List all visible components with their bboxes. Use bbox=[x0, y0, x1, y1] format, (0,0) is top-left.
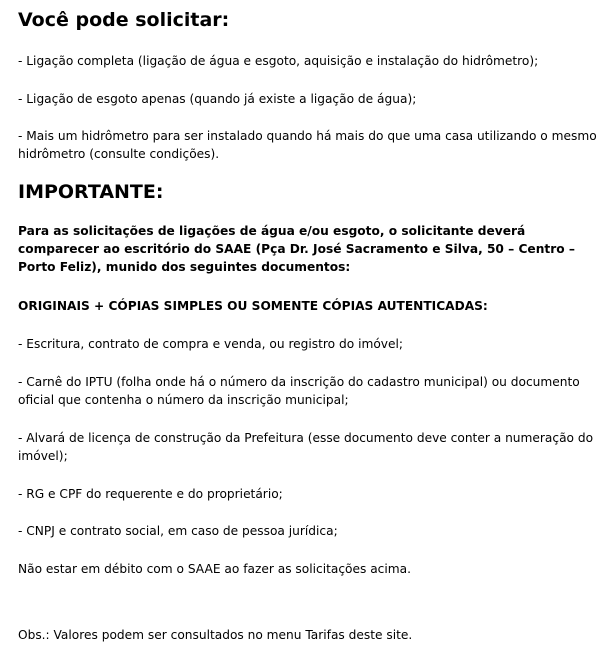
obs-note bbox=[18, 626, 598, 644]
obs-label: Obs.: bbox=[18, 628, 50, 642]
documents-subheading: ORIGINAIS + CÓPIAS SIMPLES OU SOMENTE CÓPIAS AUTENTICADAS: bbox=[18, 299, 488, 313]
important-intro: Para as solicitações de ligações de água e/ou esgoto, o solicitante deverá comparecer ao escritório do SAAE (Pça Dr. José Sacramento e Silva, 50 – Centro – Porto Feliz), munido dos seguintes documentos: bbox=[18, 224, 575, 274]
list-item: - Mais um hidrômetro para ser instalado quando há mais do que uma casa utilizando o mesmo hidrômetro (consulte condições). bbox=[18, 129, 597, 161]
list-item: - Alvará de licença de construção da Prefeitura (esse documento deve conter a numeração do imóvel); bbox=[18, 431, 594, 463]
section-heading-importante: IMPORTANTE: bbox=[18, 181, 164, 203]
obs-text: Valores podem ser consultados no menu Tarifas deste site. bbox=[49, 628, 413, 642]
list-item: - Ligação de esgoto apenas (quando já existe a ligação de água); bbox=[18, 92, 417, 106]
list-item: - RG e CPF do requerente e do proprietário; bbox=[18, 487, 283, 501]
list-item: - Ligação completa (ligação de água e esgoto, aquisição e instalação do hidrômetro); bbox=[18, 54, 539, 68]
list-item: - CNPJ e contrato social, em caso de pessoa jurídica; bbox=[18, 524, 338, 538]
list-item: - Escritura, contrato de compra e venda, ou registro do imóvel; bbox=[18, 337, 403, 351]
list-item: - Carnê do IPTU (folha onde há o número da inscrição do cadastro municipal) ou documento oficial que contenha o número da inscrição municipal; bbox=[18, 375, 580, 407]
section-heading-solicitar: Você pode solicitar: bbox=[18, 9, 230, 31]
debt-note: Não estar em débito com o SAAE ao fazer as solicitações acima. bbox=[18, 562, 411, 576]
